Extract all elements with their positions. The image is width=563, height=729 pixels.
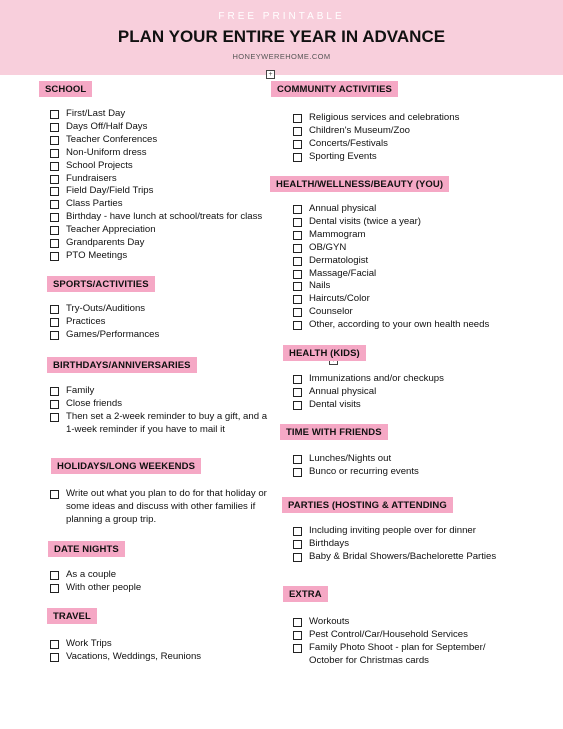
section-label-birthdays: BIRTHDAYS/ANNIVERSARIES xyxy=(47,357,197,373)
checklist-item xyxy=(293,386,533,399)
site-url: HONEYWEREHOME.COM xyxy=(232,52,331,61)
checklist-item-label: Write out what you plan to do for that holiday or xyxy=(66,488,267,499)
checklist-item xyxy=(293,242,533,255)
checklist-item-label: Haircuts/Color xyxy=(309,293,370,305)
checklist-item xyxy=(50,108,270,121)
checklist-item xyxy=(50,198,270,211)
checklist-item-label: Fundraisers xyxy=(66,172,117,184)
checkbox[interactable] xyxy=(293,308,302,317)
checklist-item xyxy=(50,569,270,582)
checkbox[interactable] xyxy=(50,571,59,580)
section-label-sports: SPORTS/ACTIVITIES xyxy=(47,276,155,292)
checklist-item xyxy=(50,411,275,424)
school-checklist xyxy=(50,108,270,263)
checklist-item-label: Other, according to your own health needs xyxy=(309,319,490,331)
checklist-item-label: Try-Outs/Auditions xyxy=(66,303,146,314)
checklist-item-label: Dental visits xyxy=(309,398,361,410)
checklist-item xyxy=(50,385,275,398)
checklist-item xyxy=(293,616,533,629)
checklist-item xyxy=(50,316,270,329)
checklist-item-label: Mammogram xyxy=(309,228,366,240)
checklist-item-label: Including inviting people over for dinner xyxy=(309,525,476,536)
checkbox[interactable] xyxy=(293,540,302,549)
checkbox[interactable] xyxy=(50,187,59,196)
checkbox[interactable] xyxy=(293,282,302,291)
checkbox[interactable] xyxy=(50,305,59,314)
checklist-item-label: Sporting Events xyxy=(309,150,377,162)
checklist-item xyxy=(50,638,270,651)
checklist-item xyxy=(50,501,275,514)
checklist-item-label: With other people xyxy=(66,581,142,593)
checklist-item xyxy=(293,399,533,412)
checklist-item-label: Grandparents Day xyxy=(66,237,145,249)
checklist-item-label: Close friends xyxy=(66,397,122,409)
checklist-item-label: Dermatologist xyxy=(309,254,369,266)
checklist-item-label: Birthday - have lunch at school/treats for class xyxy=(66,211,263,223)
section-label-extra: EXTRA xyxy=(283,586,328,602)
checklist-item xyxy=(50,173,270,186)
checklist-item xyxy=(293,268,533,281)
checklist-item xyxy=(50,250,270,263)
checklist-item-label: October for Christmas cards xyxy=(309,654,429,666)
checkbox[interactable] xyxy=(50,640,59,649)
checkbox[interactable] xyxy=(293,231,302,240)
checklist-item xyxy=(293,551,538,564)
checkbox[interactable] xyxy=(50,162,59,171)
checklist-item xyxy=(50,582,270,595)
checklist-item xyxy=(293,216,533,229)
checklist-item xyxy=(293,151,533,164)
checklist-item-label: 1-week reminder if you have to mail it xyxy=(66,423,225,435)
checklist-item-label: some ideas and discuss with other families if xyxy=(66,500,256,512)
checklist-item-label: Immunizations and/or checkups xyxy=(309,373,444,384)
checkbox[interactable] xyxy=(293,321,302,330)
checkbox[interactable] xyxy=(50,239,59,248)
checklist-item xyxy=(293,293,533,306)
checklist-item-label: Concerts/Festivals xyxy=(309,137,388,149)
checklist-item xyxy=(293,306,533,319)
checklist-item-label: Field Day/Field Trips xyxy=(66,185,154,197)
checkbox[interactable] xyxy=(50,149,59,158)
checklist-item-label: Massage/Facial xyxy=(309,267,377,279)
checklist-item xyxy=(293,280,533,293)
checkbox[interactable] xyxy=(50,387,59,396)
checkbox[interactable] xyxy=(293,553,302,562)
checkbox[interactable] xyxy=(50,252,59,261)
checkbox[interactable] xyxy=(50,413,59,422)
section-label-health-kids: HEALTH (KIDS) xyxy=(283,345,366,361)
checkbox[interactable] xyxy=(50,318,59,327)
checklist-item-label: Dental visits (twice a year) xyxy=(309,215,421,227)
section-label-parties: PARTIES (HOSTING & ATTENDING xyxy=(282,497,453,513)
checklist-item xyxy=(293,453,533,466)
checklist-item xyxy=(50,160,270,173)
checklist-item xyxy=(293,112,533,125)
checkbox[interactable] xyxy=(50,136,59,145)
travel-checklist xyxy=(50,638,270,664)
checklist-item-label: Days Off/Half Days xyxy=(66,120,148,132)
checklist-item xyxy=(50,488,275,501)
header-banner xyxy=(0,0,563,75)
checklist-item xyxy=(50,424,275,437)
checklist-item xyxy=(50,398,275,411)
checklist-item-label: Then set a 2-week reminder to buy a gift, and a xyxy=(66,410,268,422)
checklist-item xyxy=(50,121,270,134)
checklist-item-label: Pest Control/Car/Household Services xyxy=(309,628,468,640)
checklist-item-label: Class Parties xyxy=(66,198,123,210)
checklist-item xyxy=(50,237,270,250)
checkbox[interactable] xyxy=(293,631,302,640)
community-checklist xyxy=(293,112,533,164)
checklist-item-label: Teacher Conferences xyxy=(66,133,158,145)
checklist-item-label: Family xyxy=(66,385,95,396)
section-label-health: HEALTH/WELLNESS/BEAUTY (YOU) xyxy=(270,176,449,192)
checklist-item-label: Family Photo Shoot - plan for September/ xyxy=(309,641,486,653)
checkbox[interactable] xyxy=(293,375,302,384)
checkbox[interactable] xyxy=(50,331,59,340)
checkbox[interactable] xyxy=(293,527,302,536)
checklist-item-label: Work Trips xyxy=(66,638,112,649)
checkbox[interactable] xyxy=(293,114,302,123)
checkbox[interactable] xyxy=(293,257,302,266)
checkbox[interactable] xyxy=(293,401,302,410)
checkbox[interactable] xyxy=(50,213,59,222)
checklist-item-label: PTO Meetings xyxy=(66,249,128,261)
page-title: PLAN YOUR ENTIRE YEAR IN ADVANCE xyxy=(117,27,446,46)
section-label-school: SCHOOL xyxy=(39,81,92,97)
checklist-item xyxy=(293,655,533,668)
checkbox[interactable] xyxy=(293,295,302,304)
checklist-item xyxy=(293,629,533,642)
checklist-item xyxy=(50,303,270,316)
checklist-item-label: Counselor xyxy=(309,306,353,318)
section-label-holidays: HOLIDAYS/LONG WEEKENDS xyxy=(51,458,201,474)
checkbox[interactable] xyxy=(50,200,59,209)
section-label-date-nights: DATE NIGHTS xyxy=(48,541,125,557)
checklist-item-label: School Projects xyxy=(66,159,133,171)
checklist-item xyxy=(293,538,538,551)
section-label-friends: TIME WITH FRIENDS xyxy=(280,424,388,440)
checklist-item xyxy=(50,514,275,527)
checklist-item-label: OB/GYN xyxy=(309,241,347,253)
checkbox[interactable] xyxy=(50,226,59,235)
checklist-item-label: As a couple xyxy=(66,569,117,580)
checkbox[interactable] xyxy=(293,270,302,279)
section-label-travel: TRAVEL xyxy=(47,608,97,624)
checklist-item-label: Religious services and celebrations xyxy=(309,112,460,123)
health-checklist xyxy=(293,203,533,332)
checklist-item-label: First/Last Day xyxy=(66,108,126,119)
checkbox[interactable] xyxy=(293,618,302,627)
checkbox[interactable] xyxy=(50,584,59,593)
checkbox[interactable] xyxy=(293,468,302,477)
checklist-item-label: Workouts xyxy=(309,616,350,627)
checkbox[interactable] xyxy=(293,205,302,214)
checklist-item xyxy=(50,185,270,198)
health-kids-checklist xyxy=(293,373,533,412)
checklist-item xyxy=(293,138,533,151)
checklist-item-label: Annual physical xyxy=(309,203,377,214)
checklist-item xyxy=(293,642,533,655)
checklist-item xyxy=(293,255,533,268)
checklist-item xyxy=(293,203,533,216)
holidays-checklist xyxy=(50,488,275,527)
checklist-item-label: planning a group trip. xyxy=(66,513,157,525)
section-label-community: COMMUNITY ACTIVITIES xyxy=(271,81,398,97)
checklist-item xyxy=(293,229,533,242)
checkbox[interactable] xyxy=(293,127,302,136)
checklist-item xyxy=(293,319,533,332)
checklist-item xyxy=(50,134,270,147)
checklist-item xyxy=(50,147,270,160)
extra-checklist xyxy=(293,616,533,668)
checklist-item xyxy=(293,373,533,386)
friends-checklist xyxy=(293,453,533,479)
checklist-item xyxy=(50,211,270,224)
checklist-item-label: Bunco or recurring events xyxy=(309,465,419,477)
checklist-item-label: Games/Performances xyxy=(66,328,160,340)
checkbox[interactable] xyxy=(50,123,59,132)
parties-checklist xyxy=(293,525,538,564)
checkbox[interactable] xyxy=(293,153,302,162)
checkbox[interactable] xyxy=(293,644,302,653)
checklist-item-label: Birthdays xyxy=(309,537,349,549)
checklist-item xyxy=(293,525,538,538)
checklist-item xyxy=(293,466,533,479)
checklist-item xyxy=(50,329,270,342)
checklist-item-label: Teacher Appreciation xyxy=(66,224,156,236)
sports-checklist xyxy=(50,303,270,342)
checklist-item-label: Lunches/Nights out xyxy=(309,453,392,464)
plus-box-icon[interactable]: + xyxy=(266,70,275,79)
checkbox[interactable] xyxy=(50,175,59,184)
kicker-text: FREE PRINTABLE xyxy=(218,11,345,22)
checkbox[interactable] xyxy=(293,455,302,464)
checkbox[interactable] xyxy=(293,244,302,253)
checklist-item-label: Non-Uniform dress xyxy=(66,146,147,158)
checklist-item-label: Vacations, Weddings, Reunions xyxy=(66,650,202,662)
checkbox[interactable] xyxy=(293,140,302,149)
checklist-item-label: Baby & Bridal Showers/Bachelorette Parties xyxy=(309,550,497,562)
checklist-item xyxy=(293,125,533,138)
checklist-item xyxy=(50,651,270,664)
date-nights-checklist xyxy=(50,569,270,595)
checklist-item-label: Nails xyxy=(309,280,331,292)
checklist-item xyxy=(50,224,270,237)
checkbox[interactable] xyxy=(50,400,59,409)
checkbox[interactable] xyxy=(50,653,59,662)
birthdays-checklist xyxy=(50,385,275,437)
checklist-item-label: Children's Museum/Zoo xyxy=(309,124,411,136)
checkbox[interactable] xyxy=(50,110,59,119)
checkbox[interactable] xyxy=(293,388,302,397)
checklist-item-label: Practices xyxy=(66,315,106,327)
checkbox[interactable] xyxy=(50,490,59,499)
checkbox[interactable] xyxy=(293,218,302,227)
checklist-item-label: Annual physical xyxy=(309,385,377,397)
